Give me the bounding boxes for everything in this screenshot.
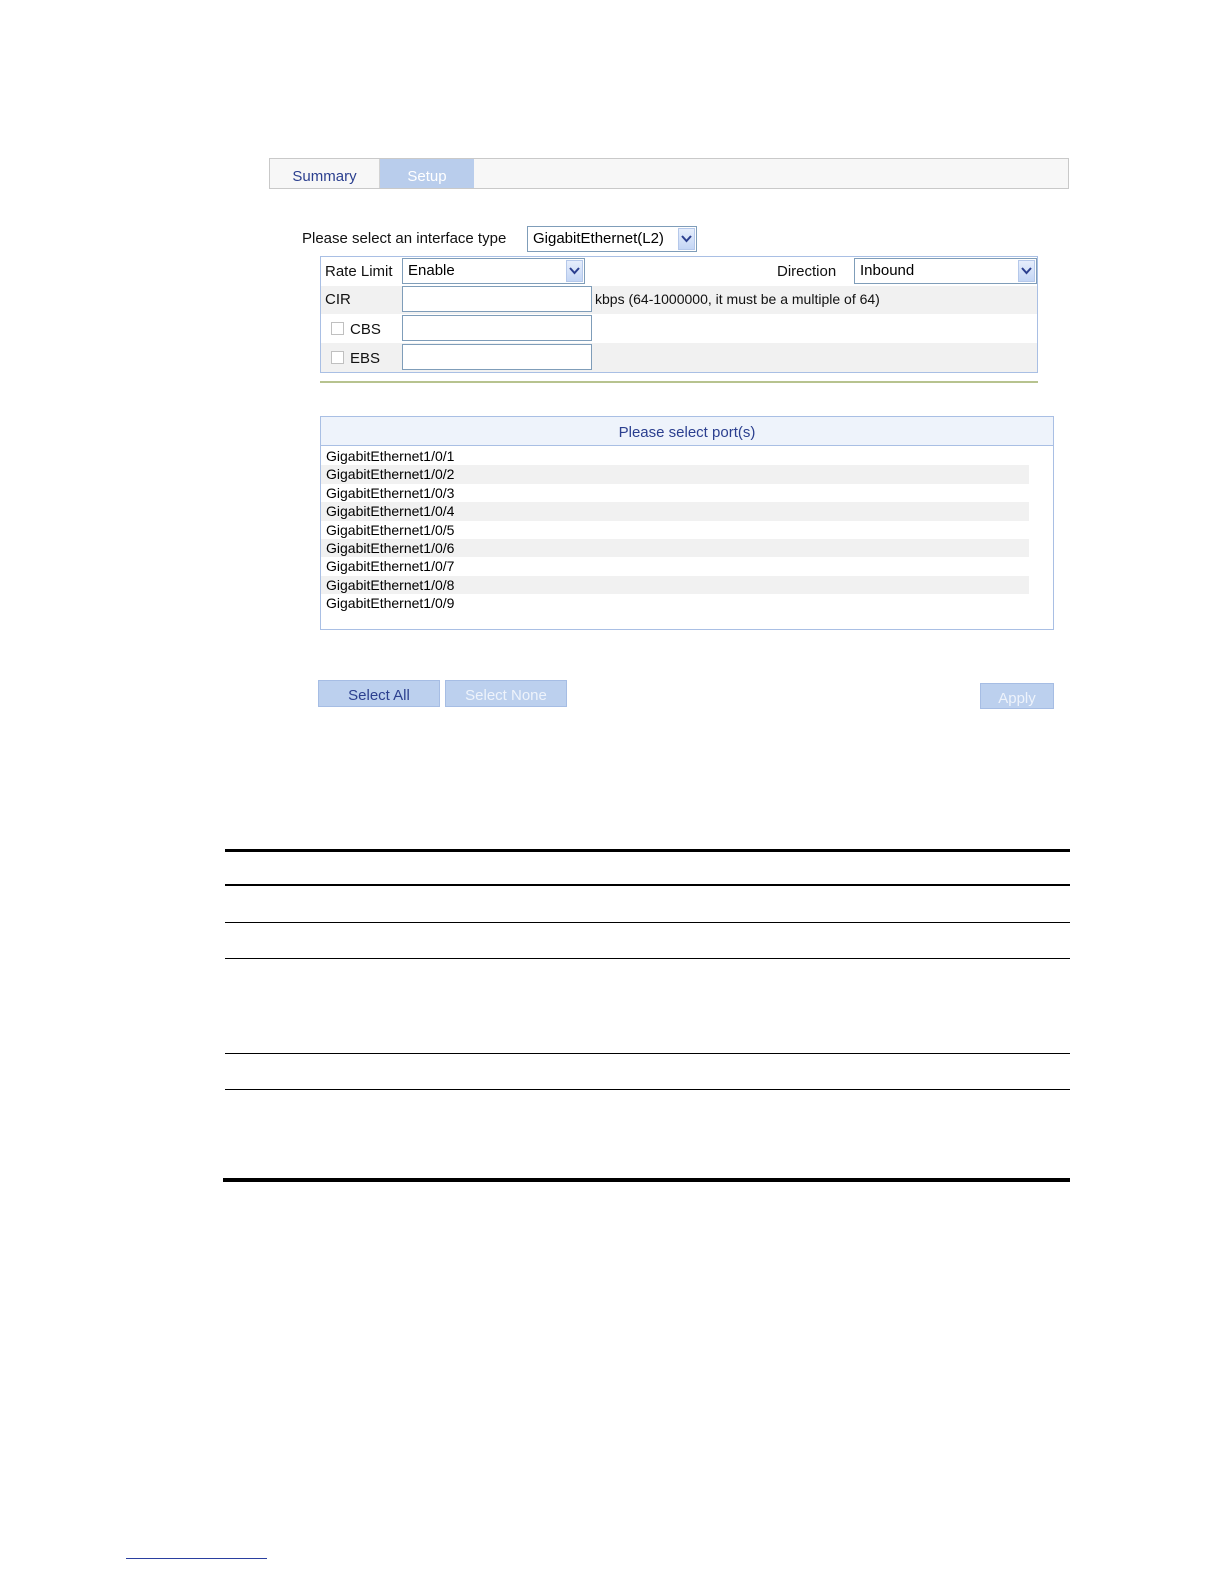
list-item[interactable]: GigabitEthernet1/0/5 [326,521,455,538]
table-row-rule [225,958,1070,959]
cbs-checkbox[interactable] [331,322,344,335]
list-item[interactable]: GigabitEthernet1/0/4 [321,502,1029,520]
rate-limit-value: Enable [408,262,455,279]
port-list [321,447,1029,613]
table-row-rule [225,922,1070,923]
table-bottom-rule [223,1178,1070,1182]
port-list-header: Please select port(s) [321,417,1053,446]
section-divider [320,381,1038,383]
table-header-rule [225,884,1070,886]
tab-summary[interactable]: Summary [270,159,380,188]
table-top-rule [225,849,1070,852]
port-selection-list[interactable] [320,416,1054,630]
interface-type-label: Please select an interface type [302,230,507,247]
footnote-separator [126,1558,267,1559]
ebs-checkbox[interactable] [331,351,344,364]
cbs-row [321,314,1037,343]
select-none-button[interactable]: Select None [445,680,567,707]
chevron-down-icon [1018,260,1035,282]
rate-limit-config-panel [320,256,1038,373]
apply-button[interactable]: Apply [980,683,1054,709]
interface-type-value: GigabitEthernet(L2) [533,230,664,247]
direction-value: Inbound [860,262,915,279]
cir-hint: kbps (64-1000000, it must be a multiple of 64) [595,291,880,307]
interface-type-select[interactable] [527,226,697,252]
select-all-button[interactable]: Select All [318,680,440,707]
table-row-rule [225,1053,1070,1054]
cir-row [321,286,1037,314]
tab-bar [269,158,1069,189]
direction-label: Direction [777,263,837,280]
list-item[interactable]: GigabitEthernet1/0/7 [326,558,455,575]
cbs-input[interactable] [402,315,592,341]
chevron-down-icon [678,228,695,250]
ebs-label: EBS [350,350,381,367]
list-item[interactable]: GigabitEthernet1/0/3 [326,484,455,501]
cbs-label: CBS [350,321,381,338]
cir-label: CIR [325,291,351,308]
list-item[interactable]: GigabitEthernet1/0/9 [326,595,455,612]
list-item[interactable]: GigabitEthernet1/0/2 [321,465,1029,483]
table-row-rule [225,1089,1070,1090]
list-item[interactable]: GigabitEthernet1/0/8 [321,576,1029,594]
ebs-input[interactable] [402,344,592,370]
tab-setup[interactable]: Setup [380,159,474,188]
ebs-row [321,343,1037,372]
list-item[interactable]: GigabitEthernet1/0/6 [321,539,1029,557]
list-item[interactable]: GigabitEthernet1/0/1 [326,448,455,464]
cir-input[interactable] [402,286,592,312]
rate-limit-select[interactable] [402,258,585,284]
direction-select[interactable] [854,258,1037,284]
rate-limit-row [321,257,1037,286]
chevron-down-icon [566,260,583,282]
rate-limit-label: Rate Limit [325,263,393,280]
